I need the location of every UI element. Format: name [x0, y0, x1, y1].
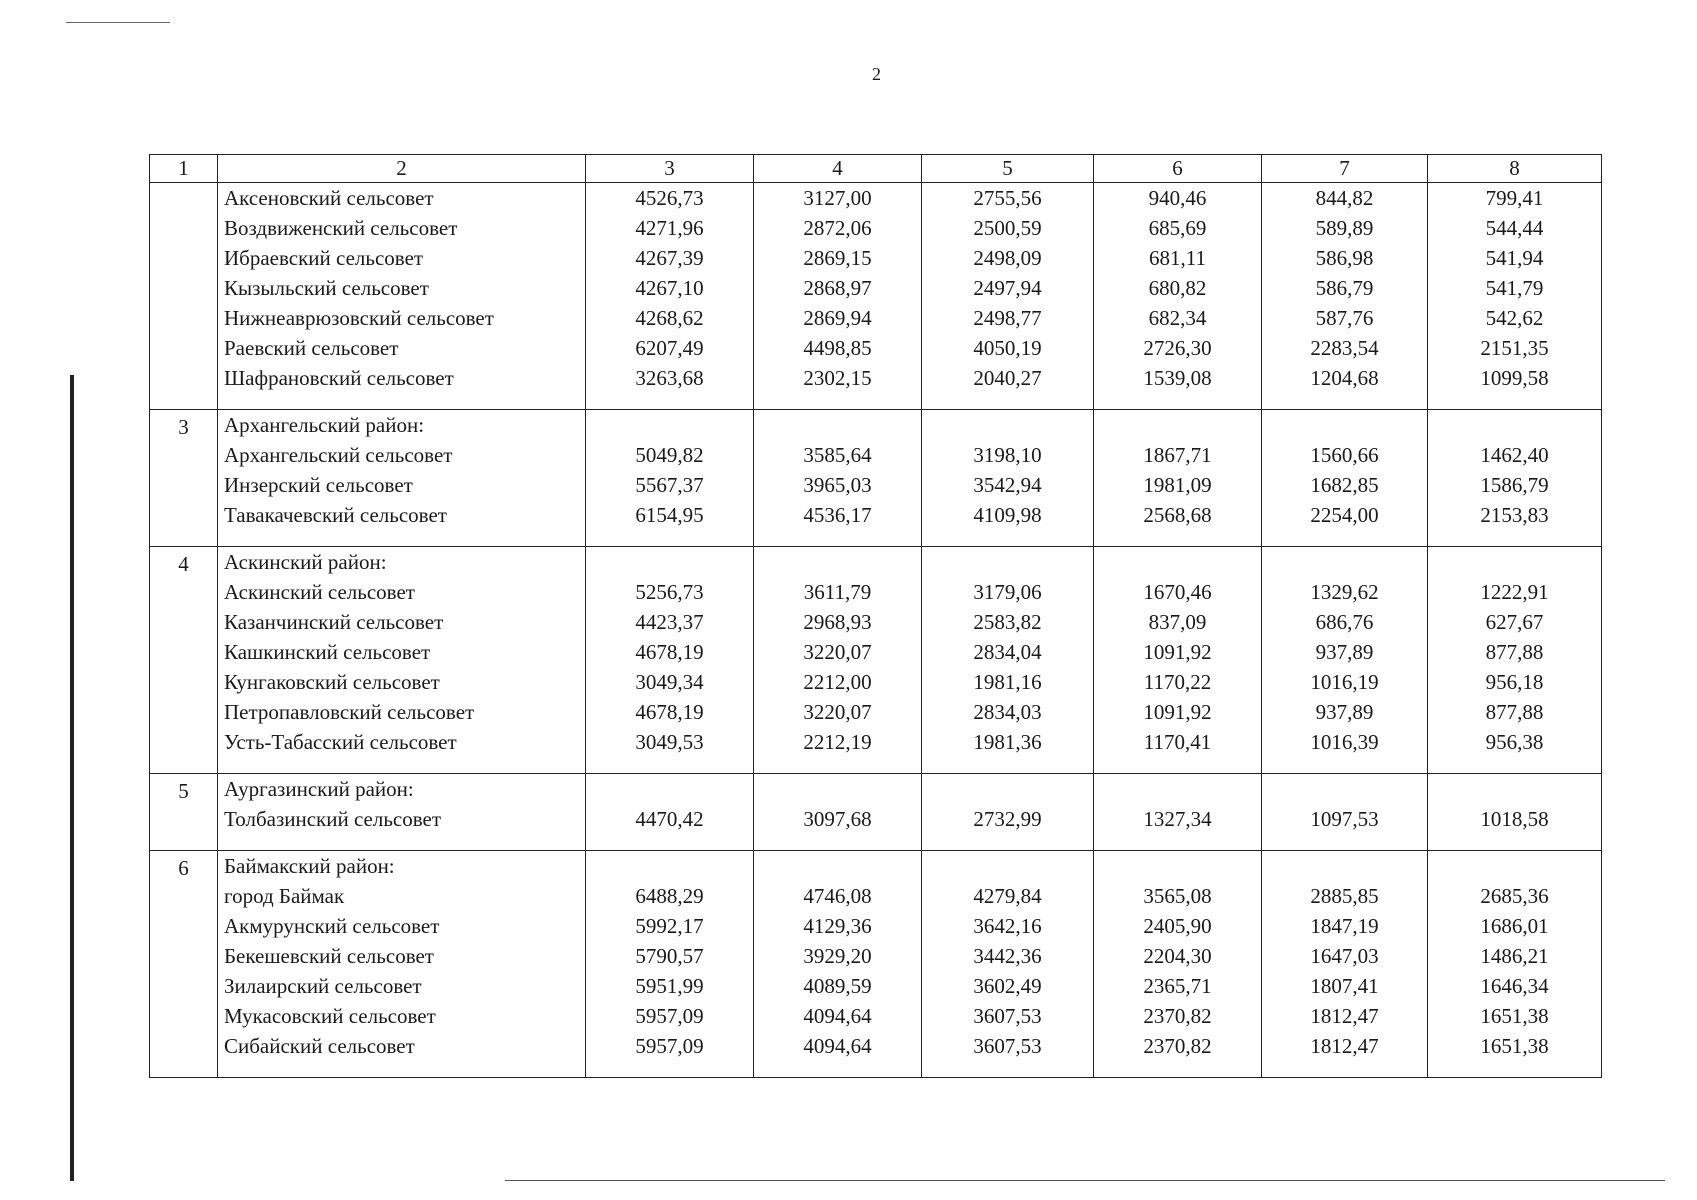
settlement-name: город Баймак	[224, 884, 345, 908]
header-spacer	[922, 774, 1093, 804]
value: 4498,85	[803, 336, 872, 360]
value: 2732,99	[973, 807, 1042, 831]
value: 837,09	[1148, 610, 1207, 634]
value: 4268,62	[635, 306, 704, 330]
value-cell-col-8	[1428, 851, 1602, 1078]
value: 1981,16	[973, 670, 1042, 694]
column-header: 5	[922, 155, 1094, 183]
value-cell-col-5	[922, 851, 1094, 1078]
value: 1170,22	[1143, 670, 1212, 694]
value: 4271,96	[635, 216, 704, 240]
value: 5957,09	[635, 1004, 704, 1028]
value: 1686,01	[1480, 914, 1549, 938]
value: 3642,16	[973, 914, 1042, 938]
value: 541,79	[1485, 276, 1544, 300]
value: 1329,62	[1310, 580, 1379, 604]
names-cell	[218, 774, 586, 851]
value: 1097,53	[1310, 807, 1379, 831]
value: 2370,82	[1143, 1004, 1212, 1028]
value-cell-col-6	[1094, 547, 1262, 774]
column-header: 7	[1262, 155, 1428, 183]
value: 799,41	[1485, 186, 1544, 210]
value: 1682,85	[1310, 473, 1379, 497]
value: 1670,46	[1143, 580, 1212, 604]
value: 2498,77	[973, 306, 1042, 330]
value: 685,69	[1148, 216, 1207, 240]
value: 586,98	[1315, 246, 1374, 270]
value: 544,44	[1485, 216, 1544, 240]
district-number: 4	[150, 547, 218, 774]
value: 1560,66	[1310, 443, 1379, 467]
settlement-name: Аскинский сельсовет	[224, 580, 415, 604]
value: 2885,85	[1310, 884, 1379, 908]
value: 1651,38	[1480, 1034, 1549, 1058]
value: 1847,19	[1310, 914, 1379, 938]
header-spacer	[1094, 774, 1261, 804]
value: 5957,09	[635, 1034, 704, 1058]
value: 1327,34	[1143, 807, 1212, 831]
value: 2583,82	[973, 610, 1042, 634]
value-cell-col-4	[754, 851, 922, 1078]
value: 6488,29	[635, 884, 704, 908]
value: 3179,06	[973, 580, 1042, 604]
settlement-name: Раевский сельсовет	[224, 336, 399, 360]
value: 1812,47	[1310, 1034, 1379, 1058]
value: 1204,68	[1310, 366, 1379, 390]
column-number-row	[150, 155, 1602, 183]
names-cell	[218, 547, 586, 774]
value-cell-col-7	[1262, 183, 1428, 410]
value: 2283,54	[1310, 336, 1379, 360]
district-number: 3	[150, 410, 218, 547]
settlement-name: Усть-Табасский сельсовет	[224, 730, 457, 754]
header-spacer	[1094, 410, 1261, 440]
value: 2834,04	[973, 640, 1042, 664]
bottom-rule	[505, 1180, 1665, 1181]
settlement-name: Кунгаковский сельсовет	[224, 670, 440, 694]
value: 2212,00	[803, 670, 872, 694]
value-cell-col-3	[586, 410, 754, 547]
settlement-name: Кашкинский сельсовет	[224, 640, 431, 664]
header-spacer	[754, 547, 921, 577]
value: 1867,71	[1143, 443, 1212, 467]
header-spacer	[586, 547, 753, 577]
settlement-name: Петропавловский сельсовет	[224, 700, 475, 724]
value: 1462,40	[1480, 443, 1549, 467]
names-cell	[218, 410, 586, 547]
value: 2498,09	[973, 246, 1042, 270]
value: 2726,30	[1143, 336, 1212, 360]
value: 4089,59	[803, 974, 872, 998]
value-cell-col-5	[922, 183, 1094, 410]
settlement-name: Инзерский сельсовет	[224, 473, 413, 497]
value-cell-col-4	[754, 547, 922, 774]
value: 2872,06	[803, 216, 872, 240]
names-cell	[218, 851, 586, 1078]
district-number: 6	[150, 851, 218, 1078]
value: 5951,99	[635, 974, 704, 998]
district-number: 5	[150, 774, 218, 851]
value-cell-col-3	[586, 851, 754, 1078]
header-spacer	[754, 851, 921, 881]
value: 4267,39	[635, 246, 704, 270]
settlement-name: Архангельский сельсовет	[224, 443, 453, 467]
value: 3607,53	[973, 1004, 1042, 1028]
settlement-name: Сибайский сельсовет	[224, 1034, 415, 1058]
value: 2500,59	[973, 216, 1042, 240]
value-cell-col-7	[1262, 851, 1428, 1078]
table-body	[150, 183, 1602, 1078]
header-spacer	[922, 410, 1093, 440]
value: 1091,92	[1143, 700, 1212, 724]
district-group-row	[150, 851, 1602, 1078]
value: 1018,58	[1480, 807, 1549, 831]
value: 3263,68	[635, 366, 704, 390]
value: 681,11	[1149, 246, 1206, 270]
district-group-row	[150, 774, 1602, 851]
value: 2869,15	[803, 246, 872, 270]
value: 1647,03	[1310, 944, 1379, 968]
value: 2302,15	[803, 366, 872, 390]
value: 4678,19	[635, 640, 704, 664]
column-header: 3	[586, 155, 754, 183]
header-spacer	[1094, 851, 1261, 881]
header-spacer	[1428, 774, 1601, 804]
top-rule	[66, 22, 170, 23]
value: 1651,38	[1480, 1004, 1549, 1028]
header-spacer	[1262, 851, 1427, 881]
value: 3585,64	[803, 443, 872, 467]
column-header: 6	[1094, 155, 1262, 183]
district-header: Баймакский район:	[224, 854, 395, 878]
value: 5567,37	[635, 473, 704, 497]
value: 3049,53	[635, 730, 704, 754]
value: 4526,73	[635, 186, 704, 210]
value: 2868,97	[803, 276, 872, 300]
district-header: Архангельский район:	[224, 413, 425, 437]
value: 2685,36	[1480, 884, 1549, 908]
value: 1170,41	[1143, 730, 1212, 754]
settlement-name: Толбазинский сельсовет	[224, 807, 442, 831]
value: 2212,19	[803, 730, 872, 754]
value: 4279,84	[973, 884, 1042, 908]
settlement-name: Нижнеаврюзовский сельсовет	[224, 306, 494, 330]
value: 937,89	[1315, 700, 1374, 724]
value: 586,79	[1315, 276, 1374, 300]
value: 877,88	[1485, 640, 1544, 664]
names-cell	[218, 183, 586, 410]
value-cell-col-3	[586, 547, 754, 774]
value: 1646,34	[1480, 974, 1549, 998]
header-spacer	[1428, 851, 1601, 881]
value-cell-col-8	[1428, 183, 1602, 410]
settlement-name: Аксеновский сельсовет	[224, 186, 434, 210]
value: 4050,19	[973, 336, 1042, 360]
value: 3602,49	[973, 974, 1042, 998]
value: 2497,94	[973, 276, 1042, 300]
scan-edge-bar	[70, 375, 74, 1181]
value: 3198,10	[973, 443, 1042, 467]
header-spacer	[1094, 547, 1261, 577]
value-cell-col-5	[922, 410, 1094, 547]
value: 682,34	[1148, 306, 1207, 330]
value: 3965,03	[803, 473, 872, 497]
header-spacer	[1428, 547, 1601, 577]
value-cell-col-7	[1262, 410, 1428, 547]
value: 1486,21	[1480, 944, 1549, 968]
value: 5256,73	[635, 580, 704, 604]
value: 2365,71	[1143, 974, 1212, 998]
value-cell-col-8	[1428, 774, 1602, 851]
value: 686,76	[1315, 610, 1374, 634]
value: 2040,27	[973, 366, 1042, 390]
value: 2834,03	[973, 700, 1042, 724]
header-spacer	[586, 774, 753, 804]
value: 2755,56	[973, 186, 1042, 210]
settlement-name: Тавакачевский сельсовет	[224, 503, 447, 527]
value: 844,82	[1315, 186, 1374, 210]
value: 4423,37	[635, 610, 704, 634]
value: 3607,53	[973, 1034, 1042, 1058]
value: 680,82	[1148, 276, 1207, 300]
value: 2405,90	[1143, 914, 1212, 938]
district-header: Аскинский район:	[224, 550, 387, 574]
value-cell-col-8	[1428, 410, 1602, 547]
value: 542,62	[1485, 306, 1544, 330]
value-cell-col-6	[1094, 851, 1262, 1078]
district-group-row	[150, 547, 1602, 774]
district-group-row	[150, 183, 1602, 410]
column-header: 8	[1428, 155, 1602, 183]
header-spacer	[586, 851, 753, 881]
header-spacer	[1262, 547, 1427, 577]
value: 5790,57	[635, 944, 704, 968]
header-spacer	[1262, 774, 1427, 804]
value: 3611,79	[803, 580, 872, 604]
district-number	[150, 183, 218, 410]
value: 1016,19	[1310, 670, 1379, 694]
value: 4267,10	[635, 276, 704, 300]
value-cell-col-6	[1094, 774, 1262, 851]
header-spacer	[754, 774, 921, 804]
value-cell-col-5	[922, 774, 1094, 851]
value: 6154,95	[635, 503, 704, 527]
value-cell-col-5	[922, 547, 1094, 774]
value: 2153,83	[1480, 503, 1549, 527]
value: 1099,58	[1480, 366, 1549, 390]
value: 627,67	[1485, 610, 1544, 634]
value: 4678,19	[635, 700, 704, 724]
page-number: 2	[872, 64, 881, 84]
settlement-name: Казанчинский сельсовет	[224, 610, 444, 634]
value: 3220,07	[803, 700, 872, 724]
value: 1812,47	[1310, 1004, 1379, 1028]
value: 6207,49	[635, 336, 704, 360]
value: 4094,64	[803, 1004, 872, 1028]
header-spacer	[922, 851, 1093, 881]
column-header: 4	[754, 155, 922, 183]
value: 3049,34	[635, 670, 704, 694]
value: 940,46	[1148, 186, 1207, 210]
header-spacer	[586, 410, 753, 440]
data-table	[149, 154, 1602, 1078]
settlement-name: Акмурунский сельсовет	[224, 914, 440, 938]
value: 1807,41	[1310, 974, 1379, 998]
value: 4129,36	[803, 914, 872, 938]
value: 3442,36	[973, 944, 1042, 968]
value: 3127,00	[803, 186, 872, 210]
value: 4109,98	[973, 503, 1042, 527]
value: 4746,08	[803, 884, 872, 908]
value: 589,89	[1315, 216, 1374, 240]
value-cell-col-7	[1262, 774, 1428, 851]
value: 956,18	[1485, 670, 1544, 694]
settlement-name: Ибраевский сельсовет	[224, 246, 424, 270]
value: 4470,42	[635, 807, 704, 831]
settlement-name: Зилаирский сельсовет	[224, 974, 422, 998]
header-spacer	[922, 547, 1093, 577]
header-spacer	[1428, 410, 1601, 440]
value: 3929,20	[803, 944, 872, 968]
value-cell-col-6	[1094, 410, 1262, 547]
value: 1222,91	[1480, 580, 1549, 604]
settlement-name: Кызыльский сельсовет	[224, 276, 429, 300]
value: 877,88	[1485, 700, 1544, 724]
value: 2370,82	[1143, 1034, 1212, 1058]
header-spacer	[1262, 410, 1427, 440]
value-cell-col-8	[1428, 547, 1602, 774]
value: 2204,30	[1143, 944, 1212, 968]
value: 1539,08	[1143, 366, 1212, 390]
district-group-row	[150, 410, 1602, 547]
value-cell-col-3	[586, 774, 754, 851]
value-cell-col-4	[754, 410, 922, 547]
value: 1981,09	[1143, 473, 1212, 497]
value: 1981,36	[973, 730, 1042, 754]
column-header: 1	[150, 155, 218, 183]
value: 3542,94	[973, 473, 1042, 497]
settlement-name: Воздвиженский сельсовет	[224, 216, 458, 240]
value: 3565,08	[1143, 884, 1212, 908]
settlement-name: Бекешевский сельсовет	[224, 944, 434, 968]
value: 5049,82	[635, 443, 704, 467]
value: 3097,68	[803, 807, 872, 831]
value: 937,89	[1315, 640, 1374, 664]
value: 3220,07	[803, 640, 872, 664]
value: 2869,94	[803, 306, 872, 330]
settlement-name: Шафрановский сельсовет	[224, 366, 454, 390]
value-cell-col-4	[754, 774, 922, 851]
value-cell-col-3	[586, 183, 754, 410]
value: 4536,17	[803, 503, 872, 527]
value: 4094,64	[803, 1034, 872, 1058]
value: 1016,39	[1310, 730, 1379, 754]
value: 5992,17	[635, 914, 704, 938]
value: 956,38	[1485, 730, 1544, 754]
value: 1586,79	[1480, 473, 1549, 497]
value-cell-col-4	[754, 183, 922, 410]
value: 2568,68	[1143, 503, 1212, 527]
value: 2254,00	[1310, 503, 1379, 527]
district-header: Аургазинский район:	[224, 777, 414, 801]
settlement-name: Мукасовский сельсовет	[224, 1004, 436, 1028]
value: 1091,92	[1143, 640, 1212, 664]
value: 541,94	[1485, 246, 1544, 270]
value: 2968,93	[803, 610, 872, 634]
column-header: 2	[218, 155, 586, 183]
value: 2151,35	[1480, 336, 1549, 360]
value-cell-col-6	[1094, 183, 1262, 410]
value-cell-col-7	[1262, 547, 1428, 774]
header-spacer	[754, 410, 921, 440]
value: 587,76	[1315, 306, 1374, 330]
